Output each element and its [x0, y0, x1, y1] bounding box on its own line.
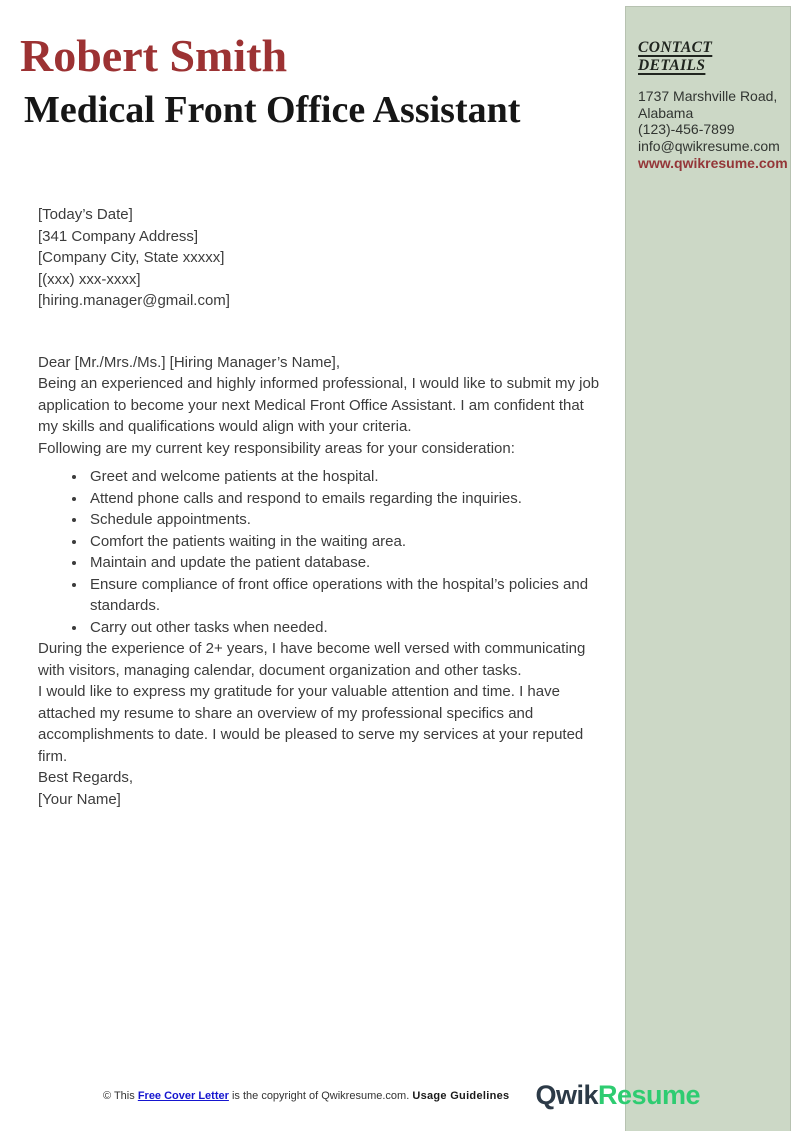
candidate-name: Robert Smith — [20, 30, 288, 81]
contact-info-line: Alabama — [638, 104, 694, 121]
usage-guidelines-link[interactable]: Usage Guidelines — [412, 1089, 510, 1102]
responsibilities-list — [38, 466, 604, 638]
contact-details-heading: CONTACT DETAILS — [638, 39, 713, 74]
responsibility-item: • Comfort the patients waiting in the waiting area. — [87, 531, 604, 553]
letter-header — [20, 32, 520, 131]
company-address-line: [341 Company Address] — [38, 227, 199, 245]
page-footer — [103, 1080, 701, 1110]
responsibility-item: • Carry out other tasks when needed. — [87, 617, 604, 639]
contact-info-line: (123)-456-7899 — [638, 121, 735, 138]
logo-resume-text: Resume — [597, 1080, 701, 1110]
responsibility-item: • Attend phone calls and respond to emails regarding the inquiries. — [87, 488, 604, 510]
copyright-line — [103, 1090, 509, 1102]
responsibilities-lead: Following are my current key responsibility areas for your consideration: — [38, 439, 515, 457]
gratitude-paragraph: I would like to express my gratitude for your valuable attention and time. I have attached my resume to share an overview of my professional specifics and accomplishments to date. I would be pleased to serve my services at your reputed firm. — [38, 683, 584, 765]
qwikresume-logo[interactable] — [535, 1082, 700, 1109]
contact-info-list — [638, 88, 780, 155]
contact-info-line: info@qwikresume.com — [638, 138, 780, 155]
contact-info-line: 1737 Marshville Road, — [638, 88, 778, 104]
company-address-line: [hiring.manager@gmail.com] — [38, 292, 230, 309]
responsibility-item: • Ensure compliance of front office operations with the hospital’s policies and standards. — [87, 574, 604, 617]
experience-paragraph: During the experience of 2+ years, I have become well versed with communicating with visitors, managing calendar, document organization and other tasks. — [38, 640, 586, 679]
letter-body — [38, 204, 604, 810]
company-address-line: [Company City, State xxxxx] — [38, 249, 225, 266]
responsibility-item: • Greet and welcome patients at the hospital. — [87, 466, 604, 488]
signature-placeholder: [Your Name] — [38, 790, 121, 808]
closing-line: Best Regards, — [38, 769, 134, 786]
website-link[interactable]: www.qwikresume.com — [638, 154, 788, 171]
copyright-prefix: © This — [103, 1089, 135, 1102]
responsibility-item: • Maintain and update the patient database. — [87, 552, 604, 574]
date-placeholder: [Today’s Date] — [38, 206, 133, 223]
logo-qwik-text: Qwik — [535, 1080, 598, 1110]
free-cover-letter-link[interactable]: Free Cover Letter — [137, 1089, 229, 1102]
company-address-line: [(xxx) xxx-xxxx] — [38, 270, 141, 288]
contact-sidebar — [625, 6, 791, 1131]
intro-paragraph: Being an experienced and highly informed professional, I would like to submit my job application to become your next Medical Front Office Assistant. I am confident that my skills and qualifications would align with your criteria. — [38, 375, 600, 435]
responsibility-item: • Schedule appointments. — [87, 509, 604, 531]
company-address-block — [38, 226, 604, 312]
copyright-middle: is the copyright of Qwikresume.com. — [231, 1089, 410, 1102]
job-title: Medical Front Office Assistant — [24, 89, 521, 132]
salutation: Dear [Mr./Mrs./Ms.] [Hiring Manager’s Name], — [38, 353, 341, 371]
